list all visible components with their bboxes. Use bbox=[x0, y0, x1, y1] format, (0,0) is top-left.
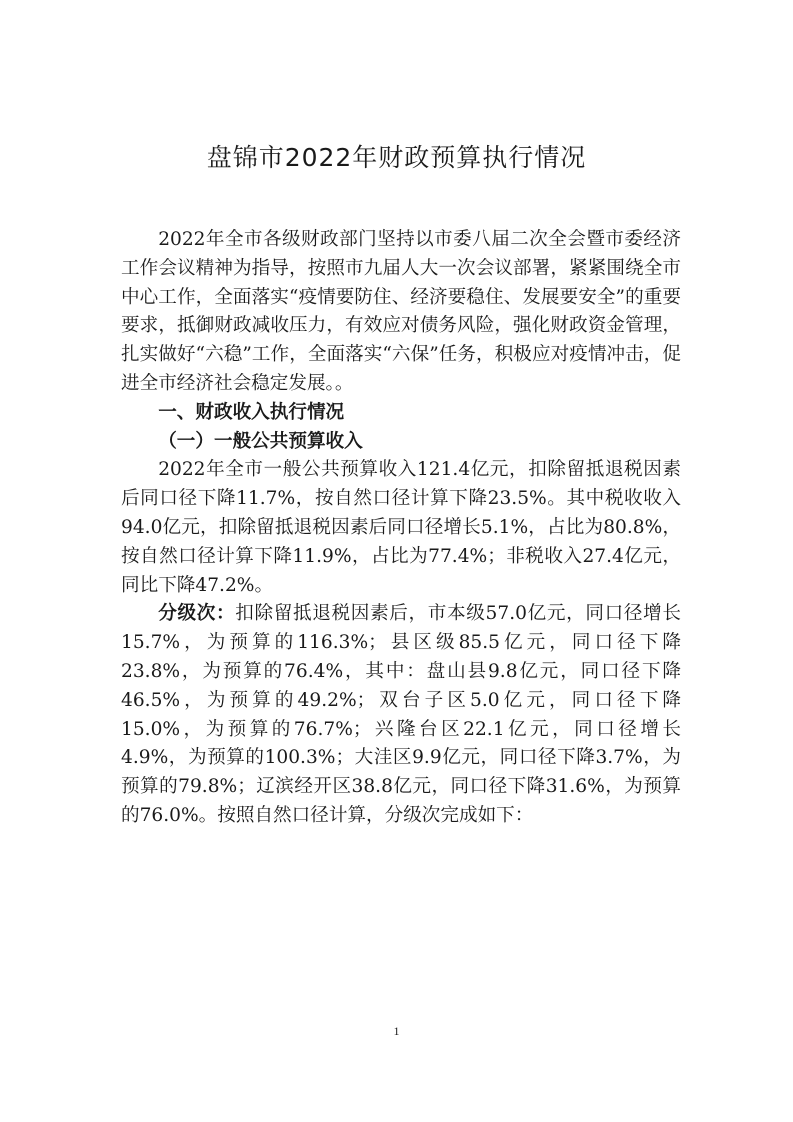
subsection-heading: （一）一般公共预算收入 bbox=[158, 430, 363, 452]
level-text: 扣除留抵退税因素后，市本级57.0亿元，同口径增长15.7%，为预算的116.3%；县区级85.5亿元，同口径下降23.8%，为预算的76.4%，其中：盘山县9.8亿元，同口径下降46.5%，为预算的49.2%；双台子区5.0亿元，同口径下降15.0%，为预算的76.7%；兴隆台区22.1亿元，同口径增长4.9%，为预算的100.3%；大洼区9.9亿元，同口径下降3.7%，为预算的79.8%；辽滨经开区38.8亿元，同口径下降31.6%，为预算的76.0%。按照自然口径计算，分级次完成如下： bbox=[121, 603, 681, 826]
document-body bbox=[121, 226, 681, 831]
page-title: 盘锦市2022年财政预算执行情况 bbox=[206, 143, 587, 172]
page-number: 1 bbox=[393, 1024, 400, 1038]
section-heading: 一、财政收入执行情况 bbox=[158, 401, 345, 423]
revenue-paragraph: 2022年全市一般公共预算收入121.4亿元，扣除留抵退税因素后同口径下降11.7%，按自然口径计算下降23.5%。其中税收收入94.0亿元，扣除留抵退税因素后同口径增长5.1%，占比为80.8%，按自然口径计算下降11.9%，占比为77.4%；非税收入27.4亿元，同比下降47.2%。 bbox=[121, 459, 681, 596]
intro-paragraph: 2022年全市各级财政部门坚持以市委八届二次全会暨市委经济工作会议精神为指导，按照市九届人大一次会议部署，紧紧围绕全市中心工作，全面落实“疫情要防住、经济要稳住、发展要安全”的重要要求，抵御财政减收压力，有效应对债务风险，强化财政资金管理，扎实做好“六稳”工作，全面落实“六保”任务，积极应对疫情冲击，促进全市经济社会稳定发展。。 bbox=[121, 229, 681, 394]
level-paragraph bbox=[121, 600, 681, 830]
level-lead: 分级次： bbox=[158, 603, 236, 625]
